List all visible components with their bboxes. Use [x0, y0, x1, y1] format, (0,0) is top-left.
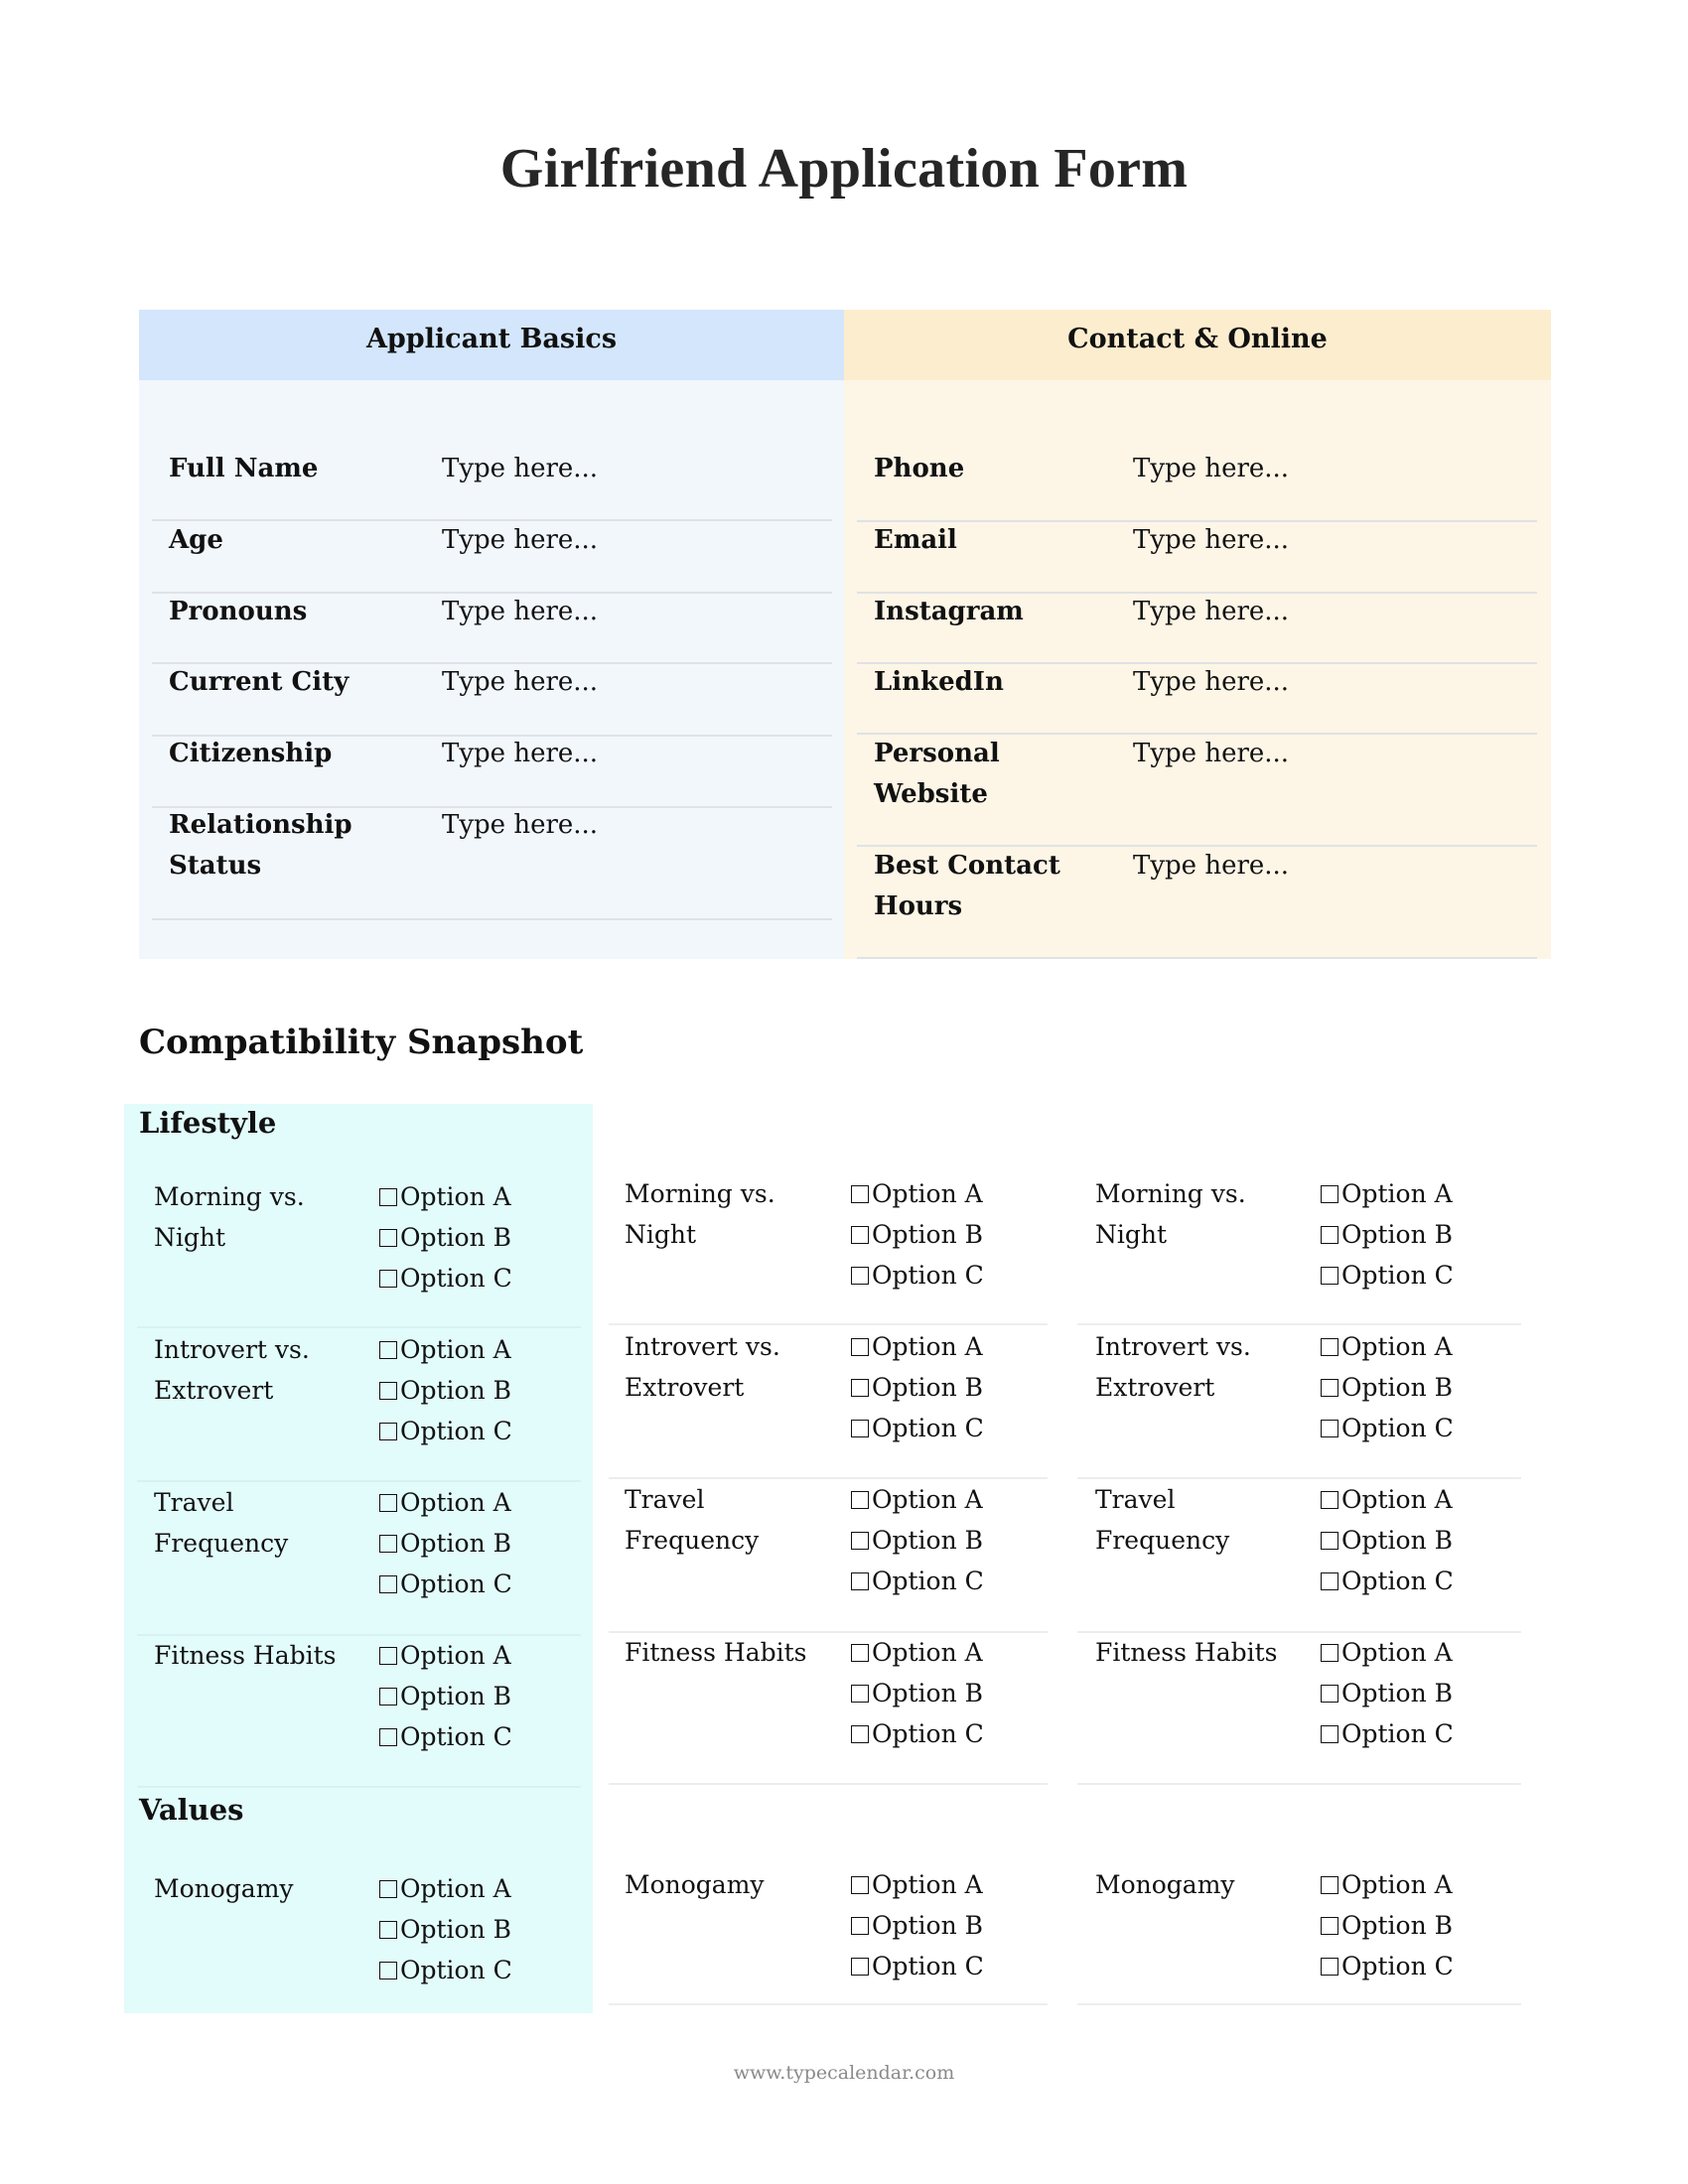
- option-label: Option A: [1341, 1485, 1453, 1514]
- text-input-field[interactable]: Type here...: [1133, 739, 1290, 768]
- field-label: Personal Website: [874, 739, 1000, 809]
- option-label: Option B: [872, 1526, 984, 1555]
- option-group: [851, 1173, 984, 1296]
- checkbox-icon[interactable]: [851, 1685, 869, 1703]
- option-label: Option B: [1341, 1679, 1454, 1707]
- option-checkbox[interactable]: [379, 1676, 512, 1716]
- option-checkbox[interactable]: [379, 1482, 512, 1523]
- checkbox-icon[interactable]: [379, 1341, 397, 1359]
- option-checkbox[interactable]: [379, 1564, 512, 1604]
- option-checkbox[interactable]: [851, 1408, 984, 1448]
- option-checkbox[interactable]: [379, 1370, 512, 1411]
- checkbox-icon[interactable]: [851, 1491, 869, 1509]
- option-checkbox[interactable]: [851, 1367, 984, 1408]
- checkbox-icon[interactable]: [1321, 1185, 1338, 1203]
- row-divider: [152, 806, 832, 808]
- option-checkbox[interactable]: [379, 1909, 512, 1950]
- option-label: Option B: [400, 1223, 512, 1252]
- option-label: Option C: [400, 1417, 512, 1445]
- row-divider: [857, 845, 1537, 847]
- question-label: Introvert vs. Extrovert: [1095, 1332, 1251, 1402]
- option-group: [851, 1632, 984, 1754]
- option-label: Option C: [872, 1414, 984, 1442]
- text-input-field[interactable]: Type here...: [1133, 851, 1290, 881]
- option-checkbox[interactable]: [379, 1329, 512, 1370]
- row-divider: [609, 1477, 1048, 1479]
- checkbox-icon[interactable]: [379, 1382, 397, 1400]
- field-label: Relationship Status: [169, 810, 352, 881]
- checkbox-icon[interactable]: [851, 1379, 869, 1397]
- option-checkbox[interactable]: [379, 1176, 512, 1217]
- option-checkbox[interactable]: [1321, 1946, 1454, 1986]
- option-label: Option B: [872, 1911, 984, 1940]
- text-input-field[interactable]: Type here...: [1133, 597, 1290, 626]
- row-divider: [857, 733, 1537, 735]
- checkbox-icon[interactable]: [379, 1423, 397, 1440]
- checkbox-icon[interactable]: [1321, 1532, 1338, 1550]
- field-label: Current City: [169, 667, 350, 697]
- checkbox-icon[interactable]: [851, 1572, 869, 1590]
- option-checkbox[interactable]: [1321, 1632, 1454, 1673]
- row-divider: [152, 592, 832, 594]
- checkbox-icon[interactable]: [379, 1880, 397, 1898]
- option-label: Option C: [1341, 1261, 1454, 1290]
- question-label: Monogamy: [1095, 1870, 1235, 1899]
- option-checkbox[interactable]: [851, 1864, 984, 1905]
- option-label: Option A: [400, 1874, 511, 1903]
- option-checkbox[interactable]: [851, 1632, 984, 1673]
- question-label: Morning vs. Night: [1095, 1179, 1246, 1249]
- option-checkbox[interactable]: [851, 1673, 984, 1713]
- checkbox-icon[interactable]: [851, 1420, 869, 1437]
- option-checkbox[interactable]: [851, 1479, 984, 1520]
- row-divider: [152, 918, 832, 920]
- option-label: Option B: [872, 1220, 984, 1249]
- option-label: Option C: [400, 1570, 512, 1598]
- option-checkbox[interactable]: [1321, 1864, 1454, 1905]
- option-label: Option A: [872, 1485, 983, 1514]
- option-group: [1321, 1326, 1454, 1448]
- checkbox-icon[interactable]: [1321, 1917, 1338, 1935]
- row-divider: [152, 735, 832, 737]
- option-label: Option C: [1341, 1414, 1454, 1442]
- row-divider: [609, 1783, 1048, 1785]
- row-divider: [1077, 1783, 1521, 1785]
- checkbox-icon[interactable]: [379, 1494, 397, 1512]
- option-label: Option B: [1341, 1911, 1454, 1940]
- checkbox-icon[interactable]: [379, 1647, 397, 1665]
- option-group: [851, 1479, 984, 1601]
- text-input-field[interactable]: Type here...: [442, 739, 599, 768]
- page-title: Girlfriend Application Form: [499, 138, 1189, 200]
- text-input-field[interactable]: Type here...: [442, 810, 599, 840]
- text-input-field[interactable]: Type here...: [442, 454, 599, 483]
- row-divider: [1077, 1323, 1521, 1325]
- checkbox-icon[interactable]: [851, 1917, 869, 1935]
- checkbox-icon[interactable]: [379, 1535, 397, 1553]
- row-divider: [857, 957, 1537, 959]
- field-label: Pronouns: [169, 597, 308, 626]
- question-label: Monogamy: [154, 1874, 294, 1903]
- option-checkbox[interactable]: [1321, 1479, 1454, 1520]
- option-checkbox[interactable]: [1321, 1255, 1454, 1296]
- checkbox-icon[interactable]: [851, 1226, 869, 1244]
- question-label: Fitness Habits: [154, 1641, 337, 1670]
- row-divider: [857, 662, 1537, 664]
- row-divider: [1077, 1477, 1521, 1479]
- checkbox-icon[interactable]: [851, 1958, 869, 1976]
- option-group: [379, 1868, 512, 1990]
- option-label: Option B: [400, 1376, 512, 1405]
- field-label: Full Name: [169, 454, 319, 483]
- question-label: Travel Frequency: [154, 1488, 289, 1558]
- checkbox-icon[interactable]: [851, 1267, 869, 1285]
- option-checkbox[interactable]: [379, 1411, 512, 1451]
- option-checkbox[interactable]: [379, 1868, 512, 1909]
- option-checkbox[interactable]: [851, 1713, 984, 1754]
- checkbox-icon[interactable]: [1321, 1491, 1338, 1509]
- checkbox-icon[interactable]: [851, 1338, 869, 1356]
- row-divider: [152, 662, 832, 664]
- option-label: Option A: [1341, 1870, 1453, 1899]
- option-checkbox[interactable]: [851, 1214, 984, 1255]
- option-label: Option A: [1341, 1332, 1453, 1361]
- checkbox-icon[interactable]: [1321, 1572, 1338, 1590]
- compatibility-snapshot-title: Compatibility Snapshot: [139, 1023, 584, 1062]
- option-group: [1321, 1173, 1454, 1296]
- contact-online-header: Contact & Online: [844, 310, 1551, 380]
- option-checkbox[interactable]: [379, 1258, 512, 1298]
- field-label: Age: [169, 525, 223, 555]
- checkbox-icon[interactable]: [379, 1270, 397, 1288]
- option-group: [379, 1329, 512, 1451]
- question-label: Travel Frequency: [1095, 1485, 1230, 1555]
- option-checkbox[interactable]: [1321, 1905, 1454, 1946]
- checkbox-icon[interactable]: [379, 1921, 397, 1939]
- option-group: [1321, 1632, 1454, 1754]
- checkbox-icon[interactable]: [851, 1644, 869, 1662]
- field-label: Best Contact Hours: [874, 851, 1060, 921]
- option-label: Option C: [400, 1722, 512, 1751]
- option-checkbox[interactable]: [1321, 1367, 1454, 1408]
- option-checkbox[interactable]: [851, 1520, 984, 1561]
- option-checkbox[interactable]: [379, 1217, 512, 1258]
- row-divider: [857, 520, 1537, 522]
- checkbox-icon[interactable]: [379, 1188, 397, 1206]
- option-label: Option A: [872, 1638, 983, 1667]
- question-label: Introvert vs. Extrovert: [625, 1332, 780, 1402]
- checkbox-icon[interactable]: [1321, 1958, 1338, 1976]
- checkbox-icon[interactable]: [1321, 1644, 1338, 1662]
- option-checkbox[interactable]: [1321, 1520, 1454, 1561]
- option-checkbox[interactable]: [851, 1905, 984, 1946]
- option-label: Option C: [872, 1952, 984, 1980]
- option-label: Option A: [872, 1332, 983, 1361]
- option-group: [379, 1482, 512, 1604]
- field-label: Email: [874, 525, 957, 555]
- option-label: Option C: [1341, 1952, 1454, 1980]
- option-checkbox[interactable]: [1321, 1214, 1454, 1255]
- option-label: Option B: [1341, 1220, 1454, 1249]
- checkbox-icon[interactable]: [1321, 1420, 1338, 1437]
- option-label: Option C: [872, 1567, 984, 1595]
- question-label: Travel Frequency: [625, 1485, 760, 1555]
- checkbox-icon[interactable]: [851, 1532, 869, 1550]
- row-divider: [857, 592, 1537, 594]
- option-label: Option C: [1341, 1719, 1454, 1748]
- option-checkbox[interactable]: [379, 1635, 512, 1676]
- row-divider: [137, 1634, 581, 1636]
- text-input-field[interactable]: Type here...: [442, 597, 599, 626]
- question-label: Morning vs. Night: [625, 1179, 775, 1249]
- option-checkbox[interactable]: [851, 1326, 984, 1367]
- row-divider: [609, 1631, 1048, 1633]
- option-checkbox[interactable]: [1321, 1408, 1454, 1448]
- option-label: Option C: [872, 1719, 984, 1748]
- row-divider: [137, 1326, 581, 1328]
- option-checkbox[interactable]: [851, 1946, 984, 1986]
- option-checkbox[interactable]: [851, 1173, 984, 1214]
- checkbox-icon[interactable]: [1321, 1725, 1338, 1743]
- row-divider: [609, 1323, 1048, 1325]
- text-input-field[interactable]: Type here...: [1133, 454, 1290, 483]
- option-checkbox[interactable]: [1321, 1173, 1454, 1214]
- checkbox-icon[interactable]: [379, 1229, 397, 1247]
- row-divider: [1077, 2003, 1521, 2005]
- option-group: [1321, 1479, 1454, 1601]
- group-title-values: Values: [139, 1793, 244, 1827]
- option-checkbox[interactable]: [1321, 1326, 1454, 1367]
- row-divider: [152, 519, 832, 521]
- option-label: Option B: [400, 1529, 512, 1558]
- row-divider: [137, 1786, 581, 1788]
- option-label: Option A: [400, 1335, 511, 1364]
- checkbox-icon[interactable]: [1321, 1267, 1338, 1285]
- option-checkbox[interactable]: [1321, 1713, 1454, 1754]
- question-label: Morning vs. Night: [154, 1182, 305, 1252]
- option-group: [1321, 1864, 1454, 1986]
- option-label: Option A: [1341, 1638, 1453, 1667]
- row-divider: [609, 2003, 1048, 2005]
- question-label: Monogamy: [625, 1870, 765, 1899]
- text-input-field[interactable]: Type here...: [442, 667, 599, 697]
- applicant-basics-header: Applicant Basics: [139, 310, 844, 380]
- checkbox-icon[interactable]: [851, 1725, 869, 1743]
- checkbox-icon[interactable]: [851, 1185, 869, 1203]
- checkbox-icon[interactable]: [851, 1876, 869, 1894]
- group-title-lifestyle: Lifestyle: [139, 1106, 277, 1140]
- option-label: Option A: [400, 1182, 511, 1211]
- checkbox-icon[interactable]: [379, 1962, 397, 1979]
- checkbox-icon[interactable]: [379, 1688, 397, 1706]
- option-group: [851, 1326, 984, 1448]
- field-label: LinkedIn: [874, 667, 1004, 697]
- option-group: [379, 1635, 512, 1757]
- checkbox-icon[interactable]: [1321, 1685, 1338, 1703]
- text-input-field[interactable]: Type here...: [442, 525, 599, 555]
- option-label: Option B: [872, 1679, 984, 1707]
- option-checkbox[interactable]: [1321, 1673, 1454, 1713]
- option-label: Option A: [1341, 1179, 1453, 1208]
- checkbox-icon[interactable]: [1321, 1876, 1338, 1894]
- option-group: [851, 1864, 984, 1986]
- option-label: Option C: [400, 1264, 512, 1293]
- checkbox-icon[interactable]: [1321, 1226, 1338, 1244]
- text-input-field[interactable]: Type here...: [1133, 667, 1290, 697]
- checkbox-icon[interactable]: [1321, 1379, 1338, 1397]
- field-label: Citizenship: [169, 739, 333, 768]
- option-label: Option A: [872, 1179, 983, 1208]
- option-checkbox[interactable]: [379, 1950, 512, 1990]
- option-label: Option B: [400, 1682, 512, 1710]
- field-label: Phone: [874, 454, 965, 483]
- row-divider: [1077, 1631, 1521, 1633]
- option-checkbox[interactable]: [379, 1716, 512, 1757]
- checkbox-icon[interactable]: [1321, 1338, 1338, 1356]
- row-divider: [137, 1480, 581, 1482]
- option-checkbox[interactable]: [851, 1561, 984, 1601]
- option-label: Option C: [1341, 1567, 1454, 1595]
- field-label: Instagram: [874, 597, 1024, 626]
- checkbox-icon[interactable]: [379, 1728, 397, 1746]
- option-label: Option A: [400, 1641, 511, 1670]
- checkbox-icon[interactable]: [379, 1575, 397, 1593]
- option-label: Option B: [1341, 1526, 1454, 1555]
- option-checkbox[interactable]: [379, 1523, 512, 1564]
- question-label: Fitness Habits: [1095, 1638, 1278, 1667]
- option-label: Option A: [872, 1870, 983, 1899]
- option-label: Option B: [1341, 1373, 1454, 1402]
- text-input-field[interactable]: Type here...: [1133, 525, 1290, 555]
- option-group: [379, 1176, 512, 1298]
- option-label: Option B: [872, 1373, 984, 1402]
- question-label: Fitness Habits: [625, 1638, 807, 1667]
- option-label: Option A: [400, 1488, 511, 1517]
- option-label: Option C: [400, 1956, 512, 1984]
- option-label: Option B: [400, 1915, 512, 1944]
- footer-website: www.typecalendar.com: [733, 2062, 955, 2084]
- option-label: Option C: [872, 1261, 984, 1290]
- option-checkbox[interactable]: [1321, 1561, 1454, 1601]
- question-label: Introvert vs. Extrovert: [154, 1335, 310, 1405]
- option-checkbox[interactable]: [851, 1255, 984, 1296]
